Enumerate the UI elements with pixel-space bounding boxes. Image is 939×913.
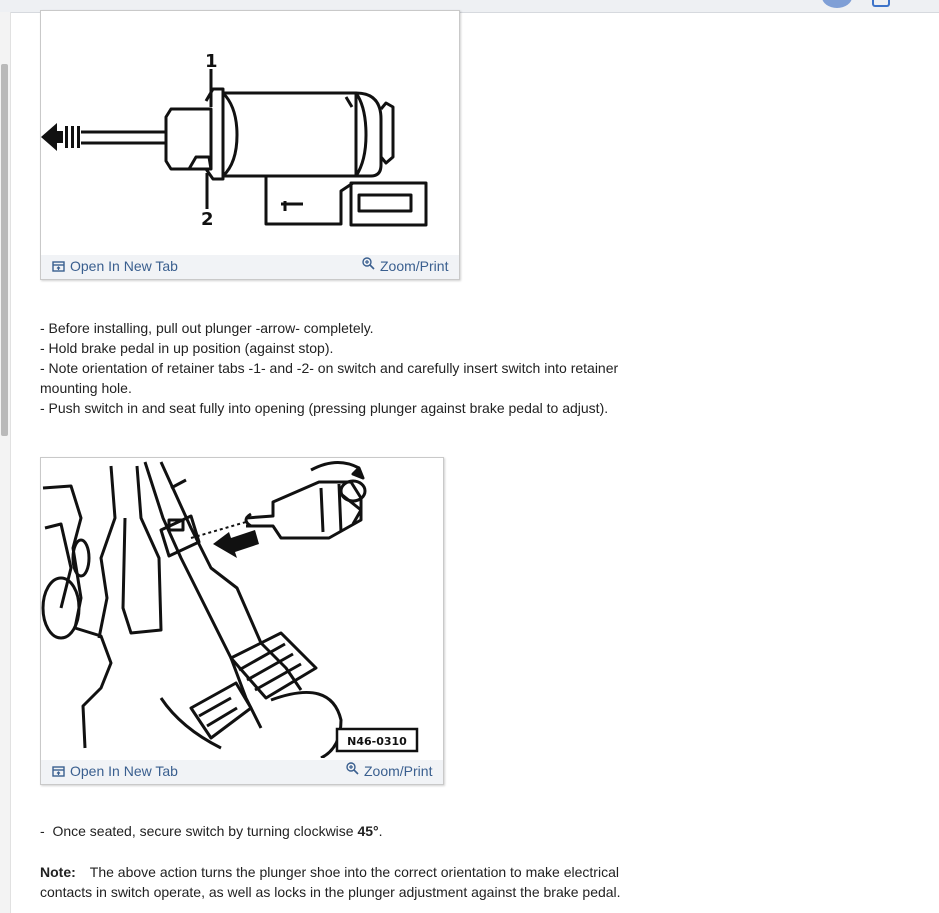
note-label: Note:: [40, 864, 76, 880]
open-in-new-tab-label: Open In New Tab: [70, 258, 178, 274]
step-item: - Hold brake pedal in up position (against stop).: [40, 340, 334, 356]
scrollbar-thumb[interactable]: [1, 64, 8, 436]
zoom-magnifier-icon: [362, 257, 375, 270]
zoom-magnifier-icon: [346, 762, 359, 775]
zoom-print-link[interactable]: [346, 760, 433, 779]
open-in-new-tab-link[interactable]: [52, 258, 178, 274]
figure-actions: [41, 255, 459, 279]
open-new-tab-icon: [52, 765, 65, 778]
figure-actions: [41, 760, 443, 784]
step-item: - Before installing, pull out plunger -arrow- completely.: [40, 320, 374, 336]
open-new-tab-icon: [52, 260, 65, 273]
step-text: - Once seated, secure switch by turning clockwise: [40, 823, 358, 839]
scrollbar[interactable]: [0, 12, 11, 913]
avatar[interactable]: [822, 0, 852, 8]
open-in-new-tab-label: Open In New Tab: [70, 763, 178, 779]
zoom-print-link[interactable]: [362, 255, 449, 274]
step-item: - Push switch in and seat fully into opening (pressing plunger against brake pedal to adjust).: [40, 400, 609, 416]
note-text: The above action turns the plunger shoe into the correct orientation to make electrical contacts in switch operate, as well as locks in the plunger adjustment against the brake pedal.: [40, 864, 621, 900]
rotation-angle: 45°: [357, 823, 379, 839]
device-icon[interactable]: [872, 0, 890, 7]
open-in-new-tab-link[interactable]: [52, 763, 178, 779]
zoom-print-label: Zoom/Print: [380, 258, 449, 274]
step-item: - Note orientation of retainer tabs -1- and -2- on switch and carefully insert switch into retainer mounting hole.: [40, 360, 619, 396]
step-suffix: .: [378, 823, 383, 839]
callout-2: 2: [201, 209, 214, 230]
figure-brake-switch: [40, 10, 460, 280]
instruction-steps: [40, 318, 640, 418]
zoom-print-label: Zoom/Print: [364, 763, 433, 779]
note-block: [40, 862, 640, 902]
figure-code-label: N46-0310: [347, 735, 407, 748]
callout-1: 1: [205, 51, 218, 72]
pedal-assembly-diagram: [41, 458, 443, 758]
brake-switch-diagram: [41, 11, 459, 255]
step-secure-switch: [40, 821, 383, 841]
figure-pedal-assembly: [40, 457, 444, 785]
